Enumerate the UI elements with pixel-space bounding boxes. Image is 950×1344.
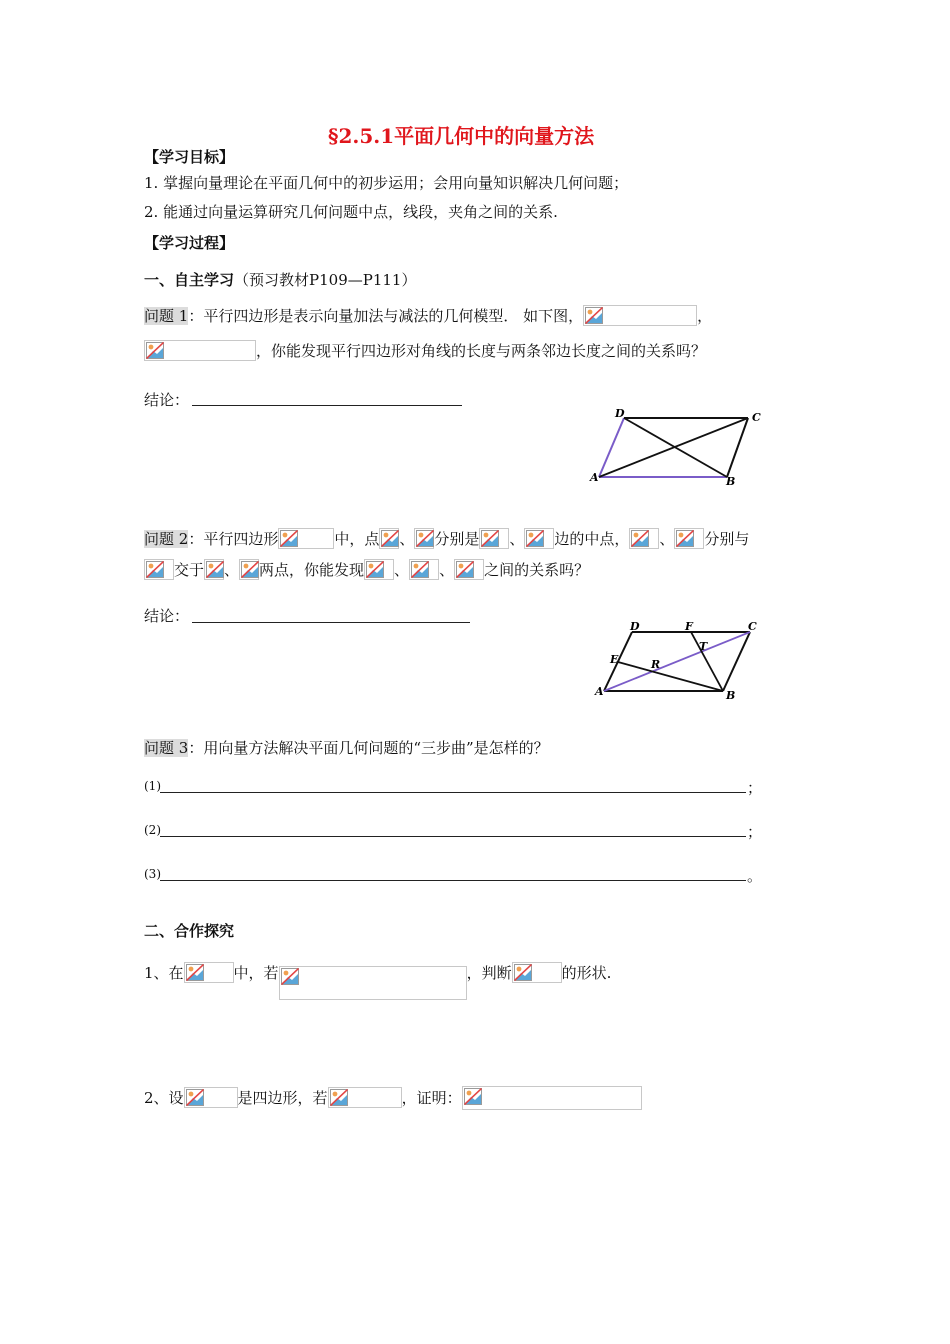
formula-image: [184, 1087, 238, 1108]
q3-step1-line[interactable]: [160, 792, 746, 793]
broken-image-icon: [631, 530, 649, 547]
p2-text: 2、设: [144, 1089, 184, 1107]
formula-image: [278, 528, 334, 549]
fig2-label-a: A: [595, 685, 604, 698]
fig1-label-a: A: [590, 471, 599, 484]
broken-image-icon: [146, 342, 164, 359]
p1-text: 中，若: [233, 964, 279, 982]
formula-image: [479, 528, 509, 549]
broken-image-icon: [281, 968, 299, 985]
q3-step2-line[interactable]: [160, 836, 746, 837]
broken-image-icon: [676, 530, 694, 547]
formula-image: [379, 528, 399, 549]
p2-text: ，证明：: [401, 1089, 462, 1107]
formula-image: [583, 305, 697, 326]
q3-text: ：用向量方法解决平面几何问题的“三步曲”是怎样的？: [188, 739, 549, 757]
formula-image: [279, 966, 467, 1000]
broken-image-icon: [514, 964, 532, 981]
q3-step2-label: (2): [144, 823, 161, 837]
broken-image-icon: [186, 964, 204, 981]
fig2-label-t: T: [699, 640, 708, 653]
formula-image: [144, 559, 174, 580]
q3-line: [144, 738, 549, 758]
section1-heading: [144, 270, 416, 290]
p1-text: ，判断: [466, 964, 512, 982]
q2-conclusion-label: 结论：: [144, 607, 190, 625]
process-heading: 【学习过程】: [144, 234, 235, 252]
q2-text: 、: [394, 561, 410, 579]
q1-text-a: ：平行四边形是表示向量加法与减法的几何模型． 如下图，: [188, 307, 584, 325]
q1-conclusion-label: 结论：: [144, 391, 190, 409]
q3-tag: 问题 3: [144, 739, 189, 757]
broken-image-icon: [464, 1088, 482, 1105]
broken-image-icon: [526, 530, 544, 547]
formula-image: [524, 528, 554, 549]
broken-image-icon: [585, 307, 603, 324]
q2-text: ：平行四边形: [188, 530, 279, 548]
formula-image: [629, 528, 659, 549]
q2-line-2: [144, 559, 589, 580]
q1-text-c: ，你能发现平行四边形对角线的长度与两条邻边长度之间的关系吗？: [256, 342, 707, 360]
broken-image-icon: [416, 530, 434, 547]
fig1-label-c: C: [752, 411, 761, 424]
broken-image-icon: [280, 530, 298, 547]
q1-line-1: [144, 305, 712, 326]
parallelogram-figure-1: [588, 405, 768, 487]
q2-text: 之间的关系吗？: [484, 561, 590, 579]
p1-text: 的形状.: [561, 964, 612, 982]
q2-text: 分别与: [704, 530, 750, 548]
section2-heading: 二、合作探究: [144, 922, 235, 940]
fig2-label-f: F: [685, 620, 693, 633]
q2-text: 、: [224, 561, 240, 579]
q2-text: 、: [509, 530, 525, 548]
q2-answer-line[interactable]: [192, 622, 470, 623]
formula-image: [144, 340, 256, 361]
q3-step2-end: ；: [747, 823, 763, 841]
broken-image-icon: [186, 1089, 204, 1106]
fig1-label-b: B: [726, 475, 736, 487]
problem-2: [144, 1086, 642, 1110]
q3-step3-label: (3): [144, 867, 161, 881]
fig2-label-r: R: [651, 658, 661, 671]
broken-image-icon: [366, 561, 384, 578]
q2-text: 中，点: [334, 530, 380, 548]
q2-text: 两点，你能发现: [259, 561, 365, 579]
q2-text: 交于: [174, 561, 205, 579]
formula-image: [239, 559, 259, 580]
formula-image: [512, 962, 562, 983]
broken-image-icon: [206, 561, 224, 578]
broken-image-icon: [456, 561, 474, 578]
fig2-label-b: B: [726, 689, 736, 700]
q1-tag: 问题 1: [144, 307, 189, 325]
q1-answer-line[interactable]: [192, 405, 462, 406]
formula-image: [409, 559, 439, 580]
q3-step1-end: ；: [747, 779, 763, 797]
p2-text: 是四边形，若: [237, 1089, 328, 1107]
q2-tag: 问题 2: [144, 530, 189, 548]
problem-1: [144, 962, 611, 1000]
goal-item-2: 2. 能通过向量运算研究几何问题中点，线段，夹角之间的关系.: [144, 203, 558, 221]
broken-image-icon: [241, 561, 259, 578]
formula-image: [462, 1086, 642, 1110]
formula-image: [674, 528, 704, 549]
q2-text: 、: [659, 530, 675, 548]
fig2-label-e: E: [610, 653, 619, 666]
formula-image: [414, 528, 434, 549]
q2-line-1: [144, 528, 749, 549]
formula-image: [364, 559, 394, 580]
formula-image: [328, 1087, 402, 1108]
broken-image-icon: [146, 561, 164, 578]
goals-heading: 【学习目标】: [144, 148, 235, 166]
q3-step3-line[interactable]: [160, 880, 746, 881]
p1-text: 1、在: [144, 964, 184, 982]
broken-image-icon: [330, 1089, 348, 1106]
q2-text: 、: [399, 530, 415, 548]
q3-step3-end: 。: [747, 867, 763, 885]
q2-text: 、: [439, 561, 455, 579]
q1-text-b: ，: [697, 307, 713, 325]
q2-text: 边的中点，: [554, 530, 630, 548]
broken-image-icon: [381, 530, 399, 547]
page-title: §2.5.1平面几何中的向量方法: [328, 124, 595, 148]
goal-item-1: 1. 掌握向量理论在平面几何中的初步运用；会用向量知识解决几何问题；: [144, 174, 629, 192]
formula-image: [184, 962, 234, 983]
fig2-label-c: C: [748, 620, 757, 633]
formula-image: [204, 559, 224, 580]
formula-image: [454, 559, 484, 580]
fig2-label-d: D: [630, 620, 640, 633]
q1-line-2: [144, 340, 706, 361]
broken-image-icon: [411, 561, 429, 578]
section1-note: （预习教材P109—P111）: [234, 271, 417, 289]
fig1-label-d: D: [615, 407, 625, 420]
parallelogram-figure-2: [590, 618, 770, 700]
q2-text: 分别是: [434, 530, 480, 548]
broken-image-icon: [481, 530, 499, 547]
section1-title: 一、自主学习: [144, 271, 235, 289]
q3-step1-label: (1): [144, 779, 161, 793]
